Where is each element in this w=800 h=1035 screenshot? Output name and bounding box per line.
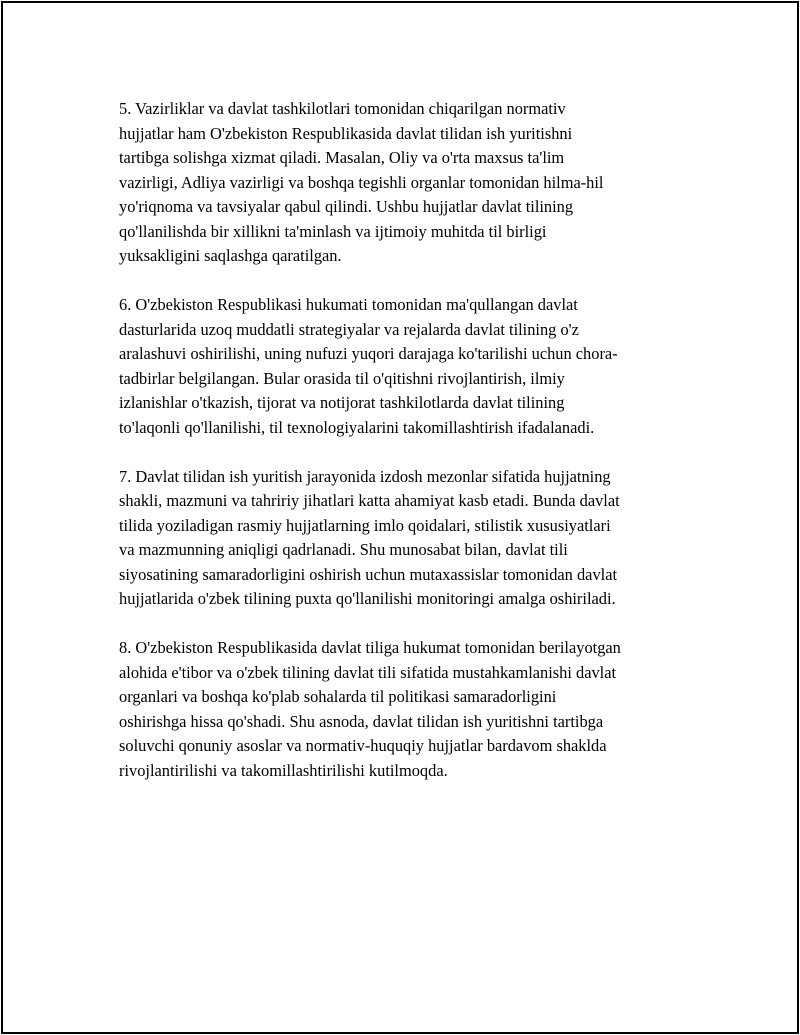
page-frame: [1, 1, 799, 1034]
document-body: [119, 97, 689, 808]
text-line: 6. O'zbekiston Respublikasi hukumati tomonidan ma'qullangan davlat: [119, 295, 578, 314]
text-line: yuksakligini saqlashga qaratilgan.: [119, 246, 342, 265]
text-line: dasturlarida uzoq muddatli strategiyalar va rejalarda davlat tilining o'z: [119, 319, 579, 339]
text-line: va mazmunning aniqligi qadrlanadi. Shu munosabat bilan, davlat tili: [119, 540, 568, 559]
text-line: yo'riqnoma va tavsiyalar qabul qilindi. Ushbu hujjatlar davlat tilining: [119, 197, 574, 216]
text-line: hujjatlar ham O'zbekiston Respublikasida davlat tilidan ish yuritishni: [119, 123, 573, 143]
text-line: 5. Vazirliklar va davlat tashkilotlari tomonidan chiqarilgan normativ: [119, 99, 566, 118]
text-line: tadbirlar belgilangan. Bular orasida til o'qitishni rivojlantirish, ilmiy: [119, 368, 565, 388]
text-line: aralashuvi oshirilishi, uning nufuzi yuqori darajaga ko'tarilishi uchun chora-: [119, 344, 618, 363]
paragraph-7: [119, 465, 689, 612]
text-line: hujjatlarida o'zbek tilining puxta qo'llanilishi monitoringi amalga oshiriladi.: [119, 589, 616, 608]
text-line: tartibga solishga xizmat qiladi. Masalan, Oliy va o'rta maxsus ta'lim: [119, 148, 565, 167]
text-line: siyosatining samaradorligini oshirish uchun mutaxassislar tomonidan davlat: [119, 564, 618, 584]
text-line: qo'llanilishda bir xillikni ta'minlash va ijtimoiy muhitda til birligi: [119, 221, 547, 241]
text-line: 7. Davlat tilidan ish yuritish jarayonida izdosh mezonlar sifatida hujjatning: [119, 466, 611, 486]
text-line: organlari va boshqa ko'plab sohalarda til politikasi samaradorligini: [119, 687, 557, 706]
text-line: vazirligi, Adliya vazirligi va boshqa tegishli organlar tomonidan hilma-hil: [119, 172, 604, 192]
text-line: izlanishlar o'tkazish, tijorat va notijorat tashkilotlarda davlat tilining: [119, 393, 565, 412]
text-line: tilida yoziladigan rasmiy hujjatlarning imlo qoidalari, stilistik xususiyatlari: [119, 515, 611, 535]
paragraph-5: [119, 97, 689, 269]
text-line: soluvchi qonuniy asoslar va normativ-huquqiy hujjatlar bardavom shaklda: [119, 736, 607, 755]
text-line: rivojlantirilishi va takomillashtirilishi kutilmoqda.: [119, 760, 448, 780]
text-line: 8. O'zbekiston Respublikasida davlat tiliga hukumat tomonidan berilayotgan: [119, 638, 621, 657]
paragraph-6: [119, 293, 689, 440]
text-line: to'laqonli qo'llanilishi, til texnologiyalarini takomillashtirish ifadalanadi.: [119, 417, 595, 437]
text-line: alohida e'tibor va o'zbek tilining davlat tili sifatida mustahkamlanishi davlat: [119, 662, 617, 682]
text-line: oshirishga hissa qo'shadi. Shu asnoda, davlat tilidan ish yuritishni tartibga: [119, 711, 604, 731]
paragraph-8: [119, 636, 689, 783]
text-line: shakli, mazmuni va tahririy jihatlari katta ahamiyat kasb etadi. Bunda davlat: [119, 491, 620, 510]
